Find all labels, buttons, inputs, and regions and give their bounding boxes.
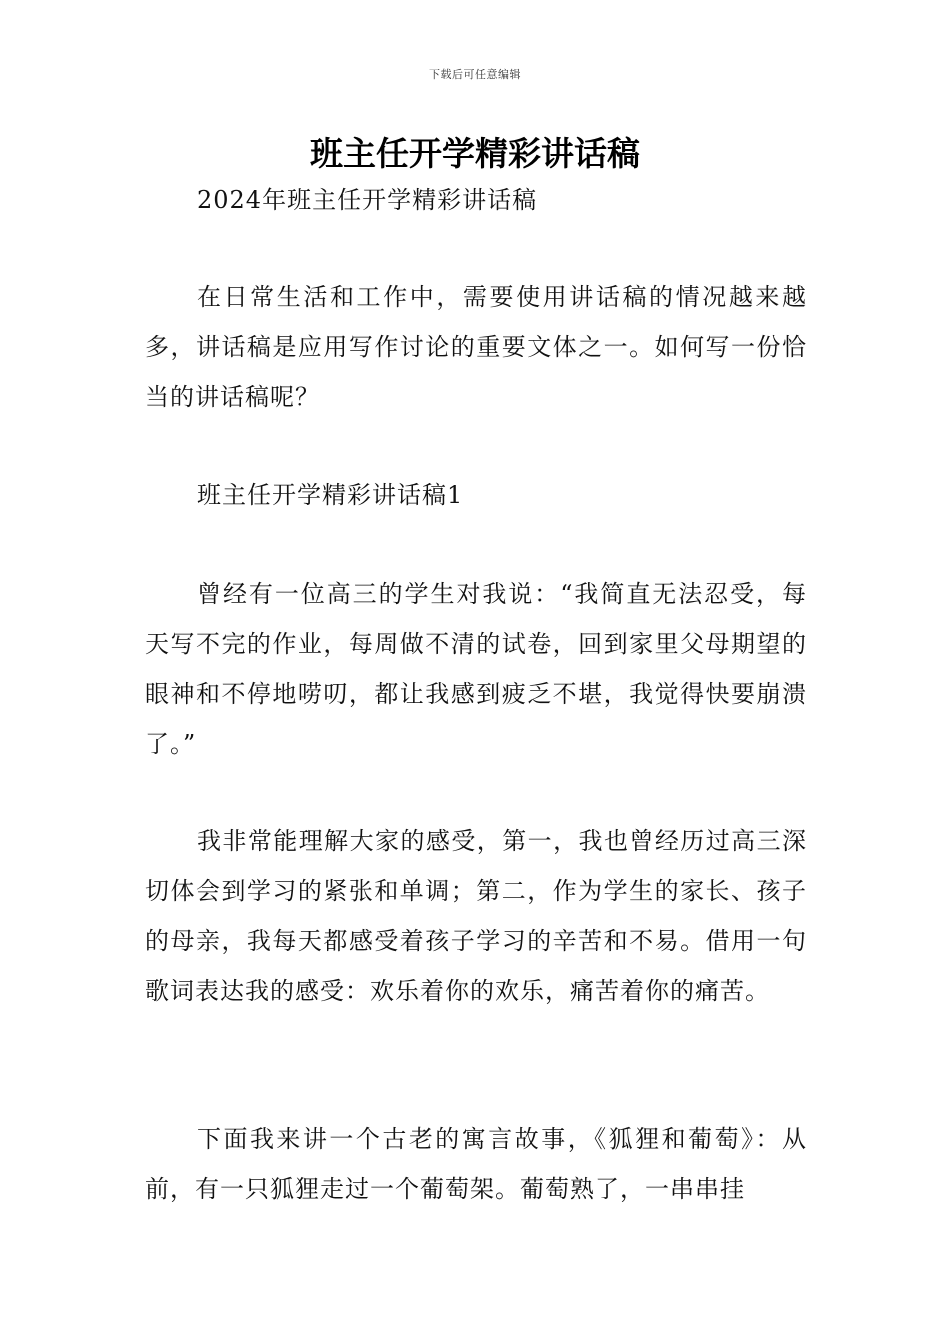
document-title: 班主任开学精彩讲话稿 [310,134,640,173]
paragraph-intro: 在日常生活和工作中，需要使用讲话稿的情况越来越多，讲话稿是应用写作讨论的重要文体之一。如何写一份恰当的讲话稿呢？ [145,283,807,411]
document-subtitle: 2024年班主任开学精彩讲话稿 [197,186,538,214]
section-heading: 班主任开学精彩讲话稿1 [197,481,464,509]
paragraph-understanding: 我非常能理解大家的感受，第一，我也曾经历过高三深切体会到学习的紧张和单调；第二，作为学生的家长、孩子的母亲，我每天都感受着孩子学习的辛苦和不易。借用一句歌词表达我的感受：欢乐着你的欢乐，痛苦着你的痛苦。 [145,827,807,1005]
paragraph-fable: 下面我来讲一个古老的寓言故事，《狐狸和葡萄》：从前，有一只狐狸走过一个葡萄架。葡萄熟了，一串串挂 [145,1125,807,1203]
header-note: 下载后可任意编辑 [429,68,521,81]
paragraph-student-quote: 曾经有一位高三的学生对我说：“我简直无法忍受，每天写不完的作业，每周做不清的试卷，回到家里父母期望的眼神和不停地唠叨，都让我感到疲乏不堪，我觉得快要崩溃了。” [145,580,807,758]
